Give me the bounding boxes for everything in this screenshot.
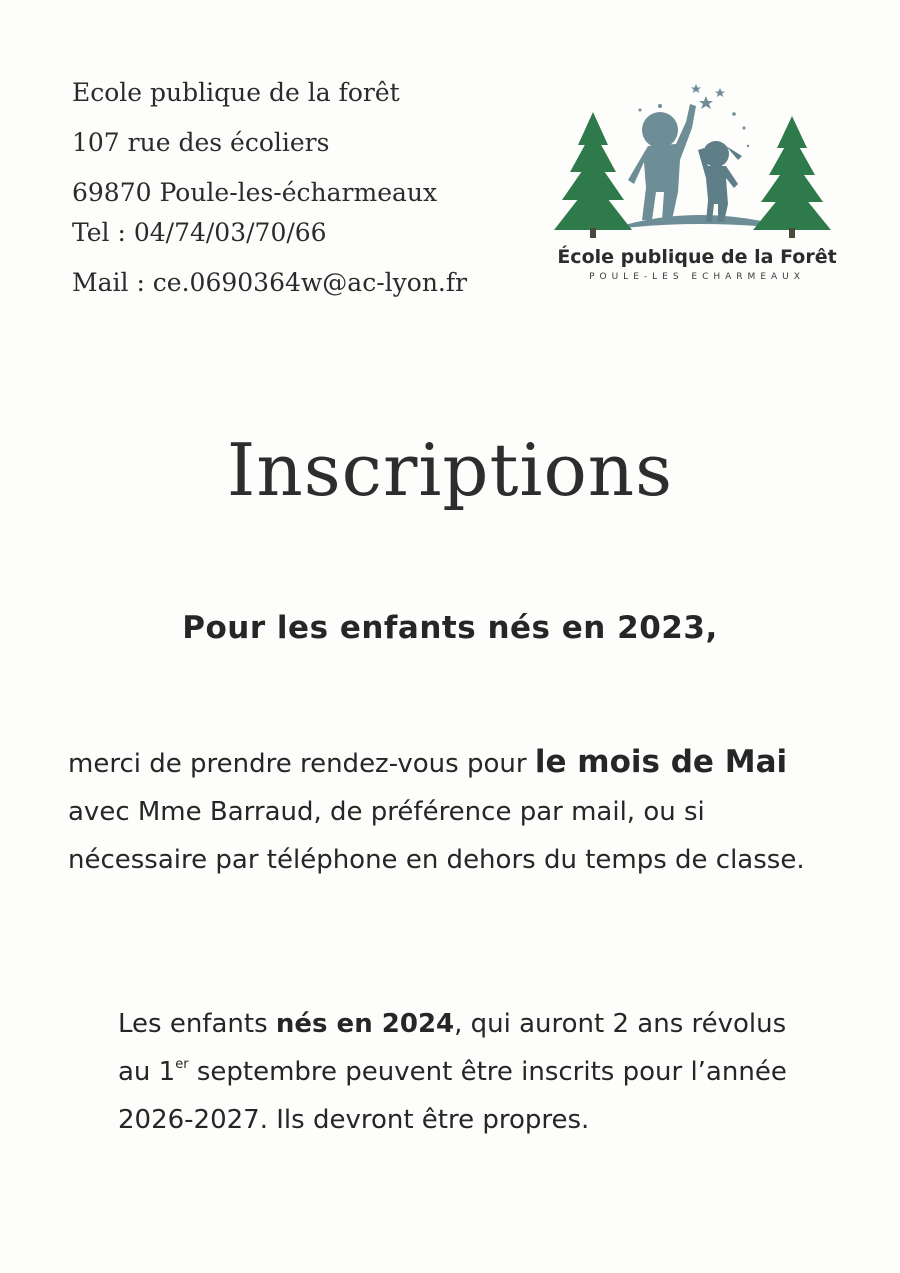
school-logo	[548, 80, 848, 290]
logo-subtitle: POULE-LES ECHARMEAUX	[589, 272, 805, 282]
paragraph1-emphasis: le mois de Mai	[534, 744, 788, 780]
paragraph2-superscript: er	[175, 1057, 189, 1072]
paragraph2-line1-start: Les enfants	[118, 1009, 276, 1039]
street-address: 107 rue des écoliers	[72, 128, 330, 157]
logo-illustration-icon	[548, 80, 848, 250]
paragraph-2024-children	[118, 1000, 787, 1144]
paragraph1-line3: nécessaire par téléphone en dehors du temps de classe.	[68, 845, 805, 875]
paragraph2-line2-start: au 1	[118, 1057, 176, 1087]
paragraph2-line1-end: , qui auront 2 ans révolus	[454, 1009, 787, 1039]
paragraph2-line3: 2026-2027. Ils devront être propres.	[118, 1105, 590, 1135]
phone-number: Tel : 04/74/03/70/66	[72, 218, 327, 247]
school-name: Ecole publique de la forêt	[72, 78, 400, 107]
paragraph2-line1	[118, 1000, 787, 1048]
paragraph1-line1-text: merci de prendre rendez-vous pour	[68, 749, 535, 779]
page-title: Inscriptions	[226, 428, 674, 512]
city-address: 69870 Poule-les-écharmeaux	[72, 178, 438, 207]
paragraph2-emphasis: nés en 2024	[275, 1009, 455, 1039]
left-tree-icon	[554, 112, 632, 238]
right-tree-icon	[753, 116, 831, 238]
small-child-icon	[698, 141, 742, 222]
subtitle: Pour les enfants nés en 2023,	[182, 610, 718, 646]
logo-title: École publique de la Forêt	[557, 246, 837, 268]
paragraph-appointment	[68, 738, 805, 884]
paragraph1-line1	[68, 738, 805, 788]
paragraph2-line2-end: septembre peuvent être inscrits pour l’année	[188, 1057, 787, 1087]
paragraph1-line2: avec Mme Barraud, de préférence par mail, ou si	[68, 797, 705, 827]
big-child-icon	[628, 104, 696, 220]
email-address: Mail : ce.0690364w@ac-lyon.fr	[72, 268, 468, 297]
paragraph2-line2	[118, 1048, 787, 1096]
